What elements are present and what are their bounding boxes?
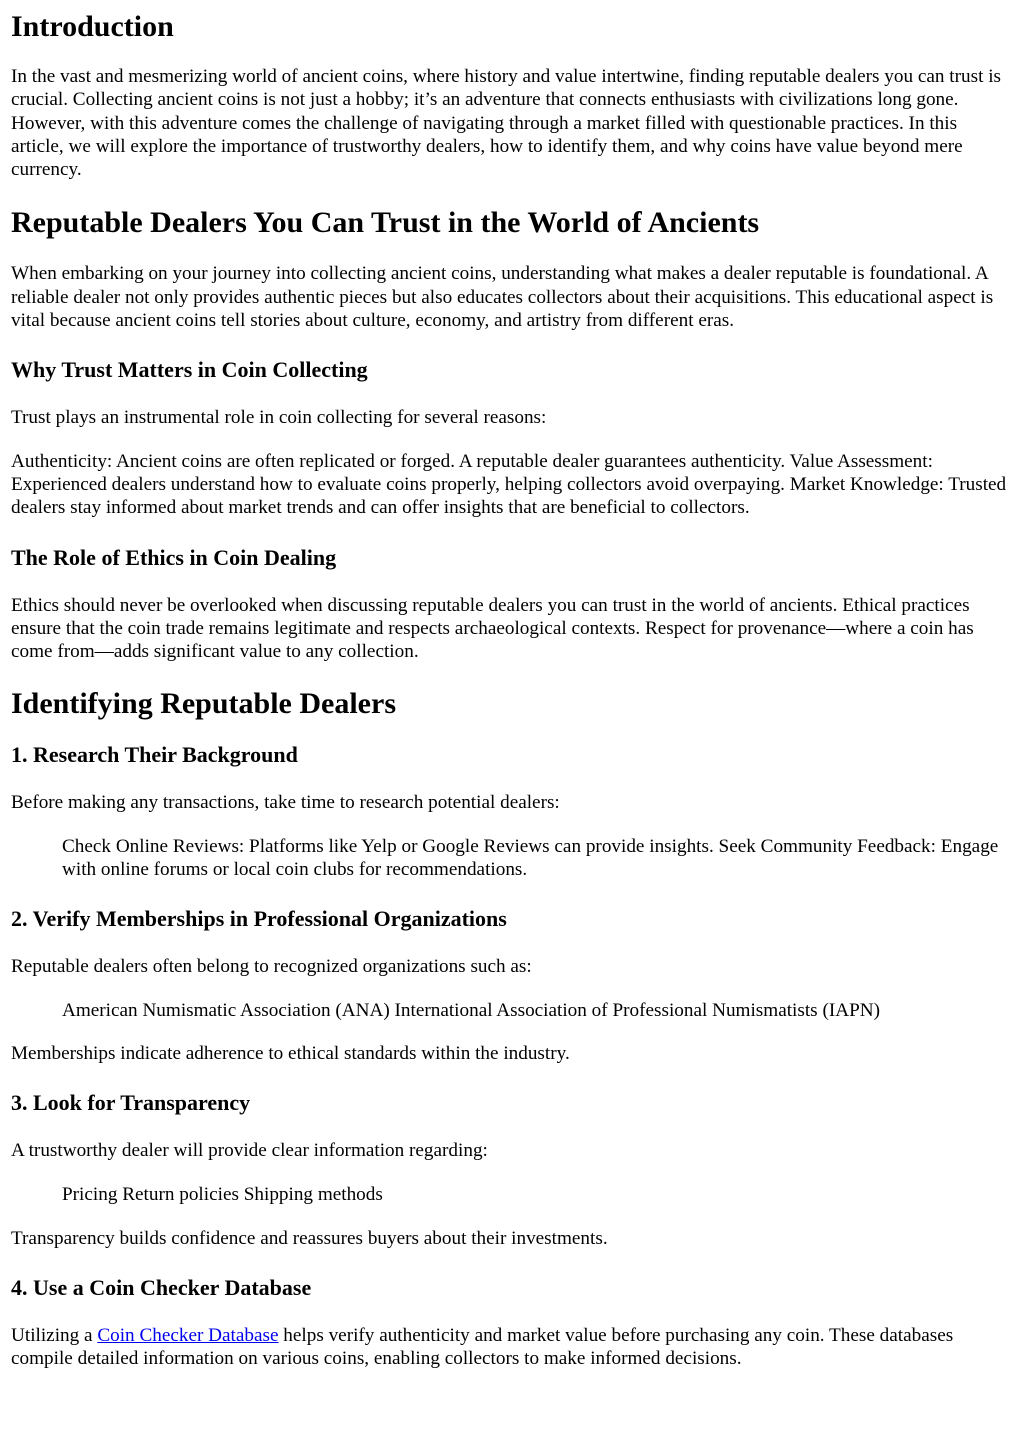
heading-role-of-ethics: The Role of Ethics in Coin Dealing [11, 544, 337, 570]
heading-identifying-dealers: Identifying Reputable Dealers [11, 687, 396, 721]
heading-transparency: 3. Look for Transparency [11, 1090, 251, 1116]
heading-verify-memberships: 2. Verify Memberships in Professional Organizations [11, 906, 507, 932]
list-research-tips: Check Online Reviews: Platforms like Yelp or Google Reviews can provide insights. Seek Community Feedback: Engage with online forums or local coin clubs for recommendations. [62, 835, 999, 881]
coin-checker-database-link[interactable]: Coin Checker Database [97, 1325, 279, 1347]
paragraph-ethics: Ethics should never be overlooked when discussing reputable dealers you can trust in the world of ancients. Ethical practices ensure that the coin trade remains legitimate and respects archaeological contexts. Respect for provenance—where a coin has come from—adds significant value to any collection. [11, 594, 974, 663]
paragraph-trust-reasons: Authenticity: Ancient coins are often replicated or forged. A reputable dealer guarantees authenticity. Value Assessment: Experienced dealers understand how to evaluate coins properly, helping collectors avoid overpaying. Market Knowledge: Trusted dealers stay informed about market trends and can offer insights that are beneficial to collectors. [11, 450, 1007, 519]
list-organizations: American Numismatic Association (ANA) International Association of Professional Numismatists (IAPN) [62, 999, 880, 1021]
paragraph-transparency-after: Transparency builds confidence and reassures buyers about their investments. [11, 1227, 608, 1249]
article [0, 9, 1024, 1371]
heading-coin-checker-database: 4. Use a Coin Checker Database [11, 1275, 312, 1301]
paragraph-reputable-dealers: When embarking on your journey into collecting ancient coins, understanding what makes a dealer reputable is foundational. A reliable dealer not only provides authentic pieces but also educates collectors about their acquisitions. This educational aspect is vital because ancient coins tell stories about culture, economy, and artistry from different eras. [11, 263, 994, 332]
paragraph-introduction: In the vast and mesmerizing world of ancient coins, where history and value intertwine, finding reputable dealers you can trust is crucial. Collecting ancient coins is not just a hobby; it’s an adventure that connects enthusiasts with civilizations long gone. However, with this adventure comes the challenge of navigating through a market filled with questionable practices. In this article, we will explore the importance of trustworthy dealers, how to identify them, and why coins have value beyond mere currency. [11, 66, 1001, 181]
database-text-before-link: Utilizing a [11, 1325, 98, 1347]
paragraph-database [11, 1324, 1014, 1371]
heading-reputable-dealers: Reputable Dealers You Can Trust in the World of Ancients [11, 206, 760, 240]
paragraph-memberships-after: Memberships indicate adherence to ethical standards within the industry. [11, 1042, 570, 1064]
heading-introduction: Introduction [11, 10, 174, 43]
heading-research-background: 1. Research Their Background [11, 742, 298, 768]
paragraph-research-lead: Before making any transactions, take time to research potential dealers: [11, 792, 560, 814]
heading-why-trust-matters: Why Trust Matters in Coin Collecting [11, 357, 368, 383]
database-text-after-link: helps verify authenticity and market value before purchasing any coin. These databases compile detailed information on various coins, enabling collectors to make informed decisions. [11, 1325, 954, 1370]
paragraph-trust-lead: Trust plays an instrumental role in coin collecting for several reasons: [11, 407, 547, 429]
list-transparency-items: Pricing Return policies Shipping methods [62, 1183, 383, 1205]
paragraph-memberships-lead: Reputable dealers often belong to recognized organizations such as: [11, 956, 532, 978]
paragraph-transparency-lead: A trustworthy dealer will provide clear information regarding: [11, 1140, 488, 1162]
